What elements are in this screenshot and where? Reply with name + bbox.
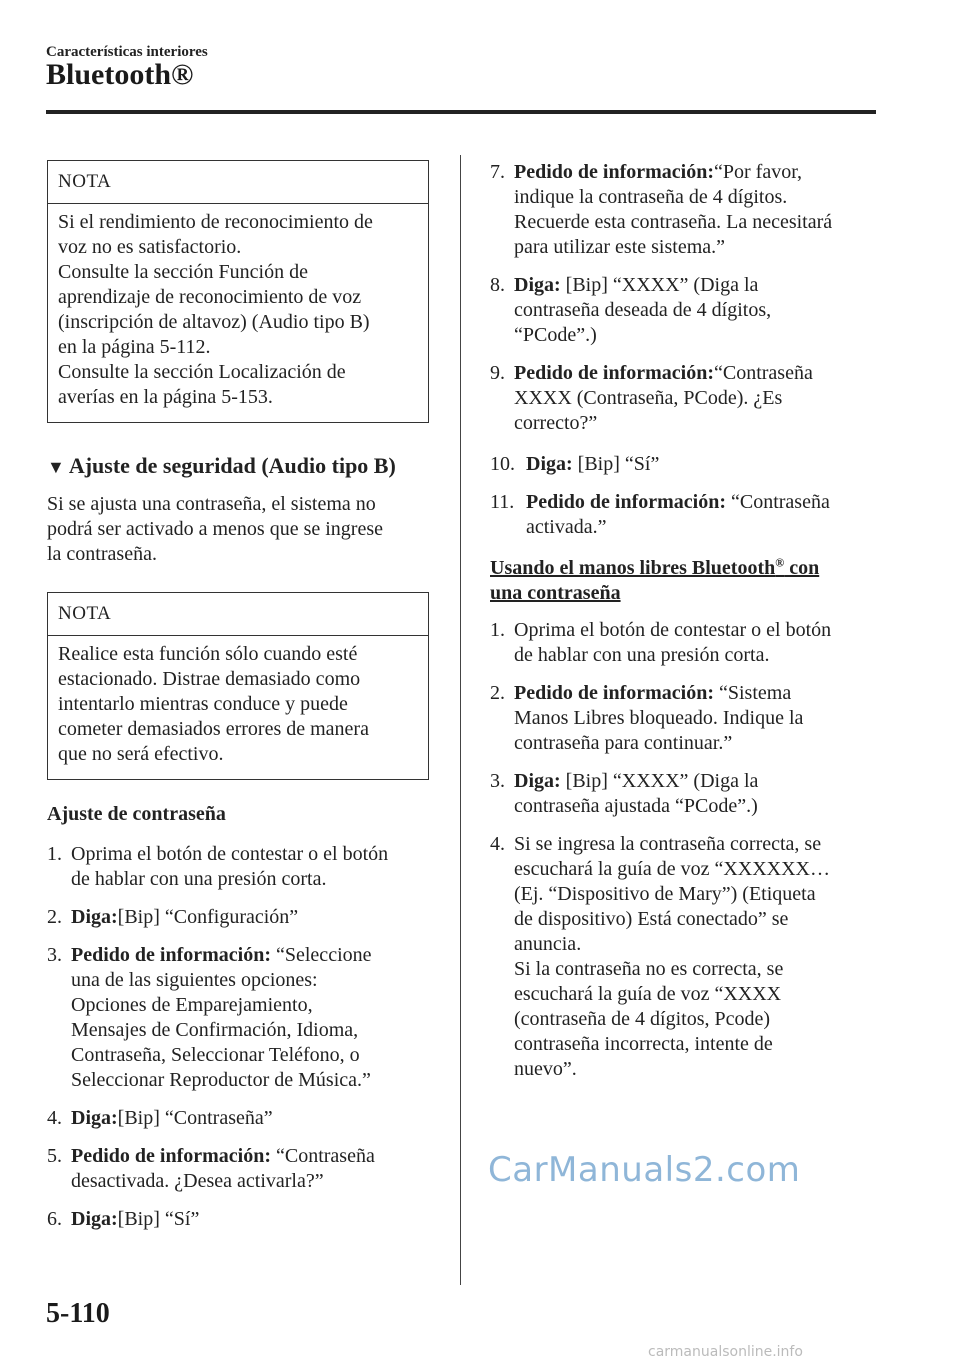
page-number: 5-110 <box>46 1298 110 1329</box>
step-line: contraseña deseada de 4 dígitos, <box>514 299 772 321</box>
step-number: 11. <box>490 491 515 513</box>
note-label: NOTA <box>48 161 428 204</box>
step-number: 2. <box>490 682 505 704</box>
list-item <box>490 160 890 260</box>
step-number: 4. <box>47 1107 62 1129</box>
registered-mark: ® <box>775 555 785 570</box>
step-line: “Contraseña <box>714 362 813 384</box>
step-line: Opciones de Emparejamiento, <box>71 994 313 1016</box>
step-bold: Diga: <box>514 274 561 296</box>
intro-line: la contraseña. <box>47 543 157 565</box>
step-line: [Bip] “Contraseña” <box>117 1107 273 1129</box>
list-item <box>47 1106 447 1131</box>
step-line: (Ej. “Dispositivo de Mary”) (Etiqueta <box>514 883 816 905</box>
note-label: NOTA <box>48 593 428 636</box>
step-line: “Contraseña <box>726 491 830 513</box>
step-bold: Diga: <box>514 770 561 792</box>
note-line: que no será efectivo. <box>58 743 224 765</box>
list-item <box>47 905 447 930</box>
note-line: en la página 5-112. <box>58 336 211 358</box>
step-number: 10. <box>490 453 515 475</box>
step-number: 7. <box>490 161 505 183</box>
step-line: [Bip] “XXXX” (Diga la <box>560 274 759 296</box>
list-item <box>490 452 890 477</box>
steps-list-password-use <box>490 618 890 1095</box>
step-line: de hablar con una presión corta. <box>514 644 770 666</box>
triangle-down-icon: ▼ <box>47 457 65 477</box>
step-line: desactivada. ¿Desea activarla?” <box>71 1170 324 1192</box>
step-line: “Sistema <box>714 682 792 704</box>
step-number: 4. <box>490 833 505 855</box>
list-item <box>490 490 890 540</box>
step-line: [Bip] “XXXX” (Diga la <box>560 770 759 792</box>
note-line: Consulte la sección Localización de <box>58 361 346 383</box>
section-heading <box>47 452 396 481</box>
step-bold: Pedido de información: <box>514 682 714 704</box>
step-bold: Pedido de información: <box>71 1145 271 1167</box>
note-box-safety <box>47 592 429 780</box>
intro-line: Si se ajusta una contraseña, el sistema no <box>47 493 376 515</box>
step-bold: Pedido de información: <box>514 161 714 183</box>
list-item <box>490 273 890 348</box>
step-bold: Diga: <box>526 453 573 475</box>
step-number: 5. <box>47 1145 62 1167</box>
step-line: activada.” <box>526 516 607 538</box>
list-item <box>490 361 890 436</box>
step-line: nuevo”. <box>514 1058 577 1080</box>
link-heading-line: una contraseña <box>490 582 621 604</box>
step-line: correcto?” <box>514 412 598 434</box>
intro-paragraph <box>47 492 447 567</box>
step-line: [Bip] “Sí” <box>117 1208 200 1230</box>
step-line: para utilizar este sistema.” <box>514 236 726 258</box>
step-line: escuchará la guía de voz “XXXXXX… <box>514 858 830 880</box>
step-line: Contraseña, Seleccionar Teléfono, o <box>71 1044 360 1066</box>
step-number: 8. <box>490 274 505 296</box>
subheading: Ajuste de contraseña <box>47 803 226 825</box>
link-heading <box>490 556 819 606</box>
note-line: aprendizaje de reconocimiento de voz <box>58 286 362 308</box>
step-line: “PCode”.) <box>514 324 597 346</box>
step-line: “Por favor, <box>714 161 803 183</box>
step-line: Recuerde esta contraseña. La necesitará <box>514 211 833 233</box>
note-box-recognition <box>47 160 429 423</box>
section-label: Características interiores <box>46 44 208 60</box>
step-line: “Seleccione <box>271 944 372 966</box>
watermark: CarManuals2.com <box>488 1150 801 1190</box>
note-line: Si el rendimiento de reconocimiento de <box>58 211 373 233</box>
step-line: contraseña ajustada “PCode”.) <box>514 795 758 817</box>
list-item <box>490 618 890 668</box>
link-heading-part: Usando el manos libres Bluetooth <box>490 557 776 579</box>
step-line: Oprima el botón de contestar o el botón <box>71 843 389 865</box>
step-line: (contraseña de 4 dígitos, Pcode) <box>514 1008 771 1030</box>
note-line: intentarlo mientras conduce y puede <box>58 693 348 715</box>
step-line: Mensajes de Confirmación, Idioma, <box>71 1019 359 1041</box>
note-body <box>48 204 428 422</box>
step-bold: Pedido de información: <box>526 491 726 513</box>
note-body <box>48 636 428 779</box>
step-number: 6. <box>47 1208 62 1230</box>
note-line: (inscripción de altavoz) (Audio tipo B) <box>58 311 370 333</box>
step-line: contraseña para continuar.” <box>514 732 733 754</box>
step-number: 1. <box>47 843 62 865</box>
list-item <box>47 1144 447 1194</box>
step-number: 2. <box>47 906 62 928</box>
step-line: Seleccionar Reproductor de Música.” <box>71 1069 371 1091</box>
list-item <box>490 769 890 819</box>
step-line: indique la contraseña de 4 dígitos. <box>514 186 788 208</box>
step-bold: Pedido de información: <box>71 944 271 966</box>
step-line: “Contraseña <box>271 1145 375 1167</box>
step-line: Oprima el botón de contestar o el botón <box>514 619 832 641</box>
step-bold: Diga: <box>71 1208 118 1230</box>
steps-list-left <box>47 842 447 1245</box>
page-title: Bluetooth® <box>46 58 194 91</box>
step-bold: Diga: <box>71 906 118 928</box>
note-line: Realice esta función sólo cuando esté <box>58 643 358 665</box>
step-line: de hablar con una presión corta. <box>71 868 327 890</box>
step-line: XXXX (Contraseña, PCode). ¿Es <box>514 387 783 409</box>
section-heading-text: Ajuste de seguridad (Audio tipo B) <box>68 453 396 478</box>
step-bold: Pedido de información: <box>514 362 714 384</box>
list-item <box>47 1207 447 1232</box>
step-line: Si se ingresa la contraseña correcta, se <box>514 833 822 855</box>
steps-list-right <box>490 160 890 449</box>
step-line: Si la contraseña no es correcta, se <box>514 958 784 980</box>
list-item <box>490 681 890 756</box>
step-line: contraseña incorrecta, intente de <box>514 1033 773 1055</box>
note-line: voz no es satisfactorio. <box>58 236 242 258</box>
step-number: 3. <box>47 944 62 966</box>
step-number: 9. <box>490 362 505 384</box>
list-item <box>47 943 447 1093</box>
intro-line: podrá ser activado a menos que se ingrese <box>47 518 383 540</box>
footer-watermark: carmanualsonline.info <box>648 1344 803 1360</box>
list-item <box>47 842 447 892</box>
step-line: [Bip] “Sí” <box>572 453 660 475</box>
column-divider <box>460 155 461 1285</box>
note-line: estacionado. Distrae demasiado como <box>58 668 361 690</box>
steps-list-right-b <box>490 452 890 553</box>
step-number: 1. <box>490 619 505 641</box>
step-line: [Bip] “Configuración” <box>117 906 299 928</box>
step-line: escuchará la guía de voz “XXXX <box>514 983 782 1005</box>
step-line: anuncia. <box>514 933 582 955</box>
step-line: una de las siguientes opciones: <box>71 969 318 991</box>
link-heading-part: con <box>784 557 820 579</box>
note-line: averías en la página 5-153. <box>58 386 273 408</box>
step-bold: Diga: <box>71 1107 118 1129</box>
step-line: Manos Libres bloqueado. Indique la <box>514 707 804 729</box>
note-line: cometer demasiados errores de manera <box>58 718 369 740</box>
step-number: 3. <box>490 770 505 792</box>
step-line: de dispositivo) Está conectado” se <box>514 908 789 930</box>
title-rule <box>46 110 876 114</box>
note-line: Consulte la sección Función de <box>58 261 308 283</box>
list-item <box>490 832 890 1082</box>
